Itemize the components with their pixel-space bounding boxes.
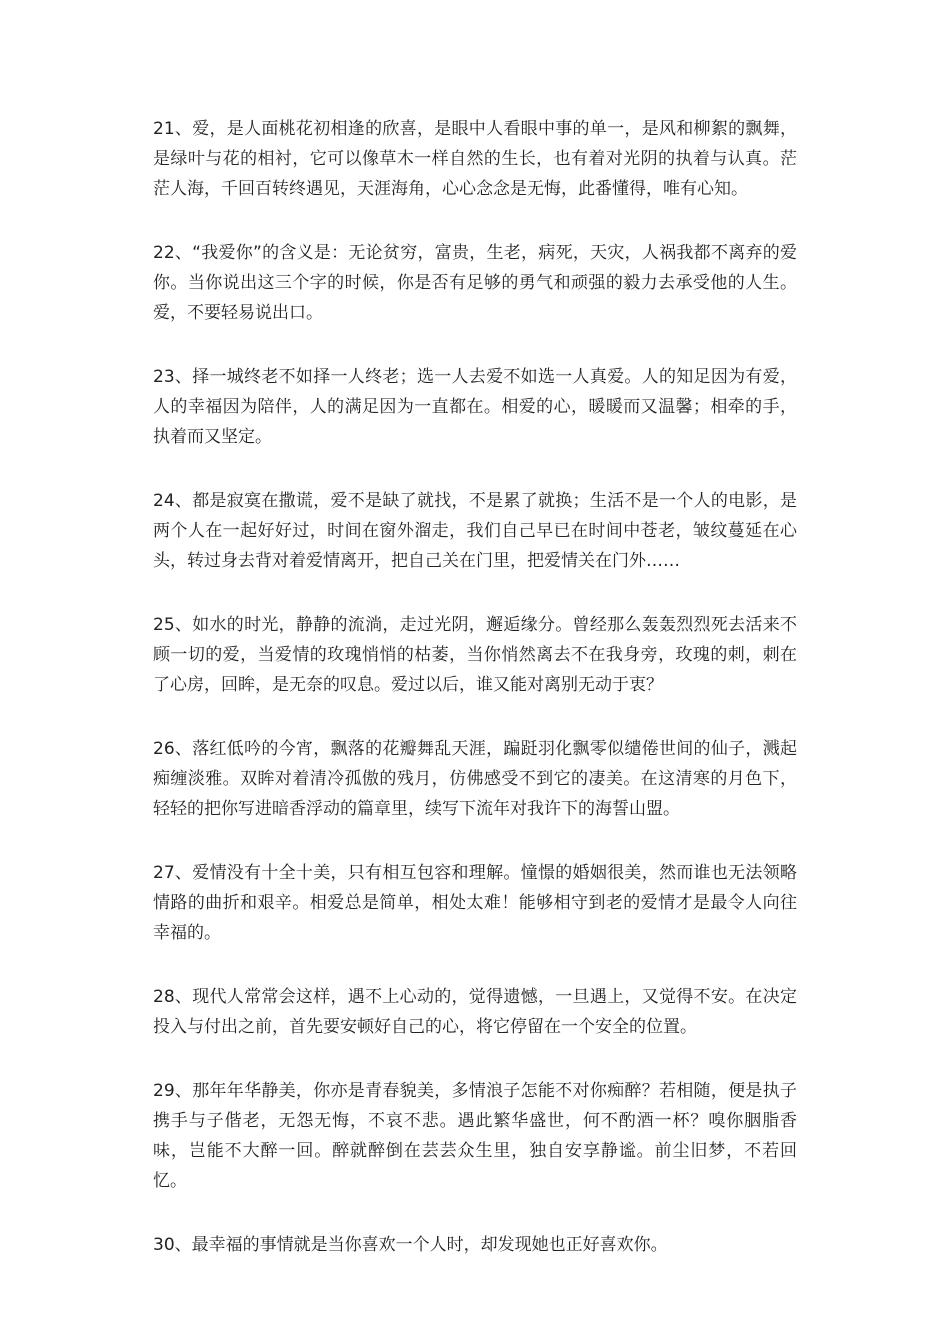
- paragraph-30: 30、最幸福的事情就是当你喜欢一个人时，却发现她也正好喜欢你。: [153, 1235, 668, 1255]
- paragraph-29: 29、那年年华静美，你亦是青春貌美，多情浪子怎能不对你痴醉？若相随，便是执子携手与子偕老，无怨无悔，不哀不悲。遇此繁华盛世，何不酌酒一杯？嗅你胭脂香味，岂能不大醉一回。醉就醉倒在芸芸众生里，独自安享静谧。前尘旧梦，不若回忆。: [153, 1081, 797, 1191]
- paragraph-27: 27、爱情没有十全十美，只有相互包容和理解。憧憬的婚姻很美，然而谁也无法领略情路的曲折和艰辛。相爱总是简单，相处太难！能够相守到老的爱情才是最令人向往幸福的。: [153, 863, 797, 943]
- paragraph-23: 23、择一城终老不如择一人终老；选一人去爱不如选一人真爱。人的知足因为有爱，人的幸福因为陪伴，人的满足因为一直都在。相爱的心，暖暖而又温馨；相牵的手，执着而又坚定。: [153, 367, 797, 447]
- paragraph-28: 28、现代人常常会这样，遇不上心动的，觉得遗憾，一旦遇上，又觉得不安。在决定投入与付出之前，首先要安顿好自己的心，将它停留在一个安全的位置。: [153, 987, 797, 1037]
- paragraph-21: 21、爱，是人面桃花初相逢的欣喜，是眼中人看眼中事的单一，是风和柳絮的飘舞，是绿叶与花的相衬，它可以像草木一样自然的生长，也有着对光阴的执着与认真。茫茫人海，千回百转终遇见，天涯海角，心心念念是无悔，此番懂得，唯有心知。: [153, 119, 797, 199]
- paragraph-25: 25、如水的时光，静静的流淌，走过光阴，邂逅缘分。曾经那么轰轰烈烈死去活来不顾一切的爱，当爱情的玫瑰悄悄的枯萎，当你悄然离去不在我身旁，玫瑰的刺，刺在了心房，回眸，是无奈的叹息。爱过以后，谁又能对离别无动于衷？: [153, 615, 797, 695]
- paragraph-24: 24、都是寂寞在撒谎，爱不是缺了就找，不是累了就换；生活不是一个人的电影，是两个人在一起好好过，时间在窗外溜走，我们自己早已在时间中苍老，皱纹蔓延在心头，转过身去背对着爱情离开，把自己关在门里，把爱情关在门外……: [153, 491, 797, 571]
- document-page: [153, 114, 797, 1294]
- paragraph-26: 26、落红低吟的今宵，飘落的花瓣舞乱天涯，蹁跹羽化飘零似缱倦世间的仙子，溅起痴缠淡雅。双眸对着清冷孤傲的残月，仿佛感受不到它的凄美。在这清寒的月色下，轻轻的把你写进暗香浮动的篇章里，续写下流年对我许下的海誓山盟。: [153, 739, 797, 819]
- paragraph-22: 22、“我爱你”的含义是：无论贫穷，富贵，生老，病死，天灾，人祸我都不离弃的爱你。当你说出这三个字的时候，你是否有足够的勇气和顽强的毅力去承受他的人生。爱，不要轻易说出口。: [153, 243, 797, 323]
